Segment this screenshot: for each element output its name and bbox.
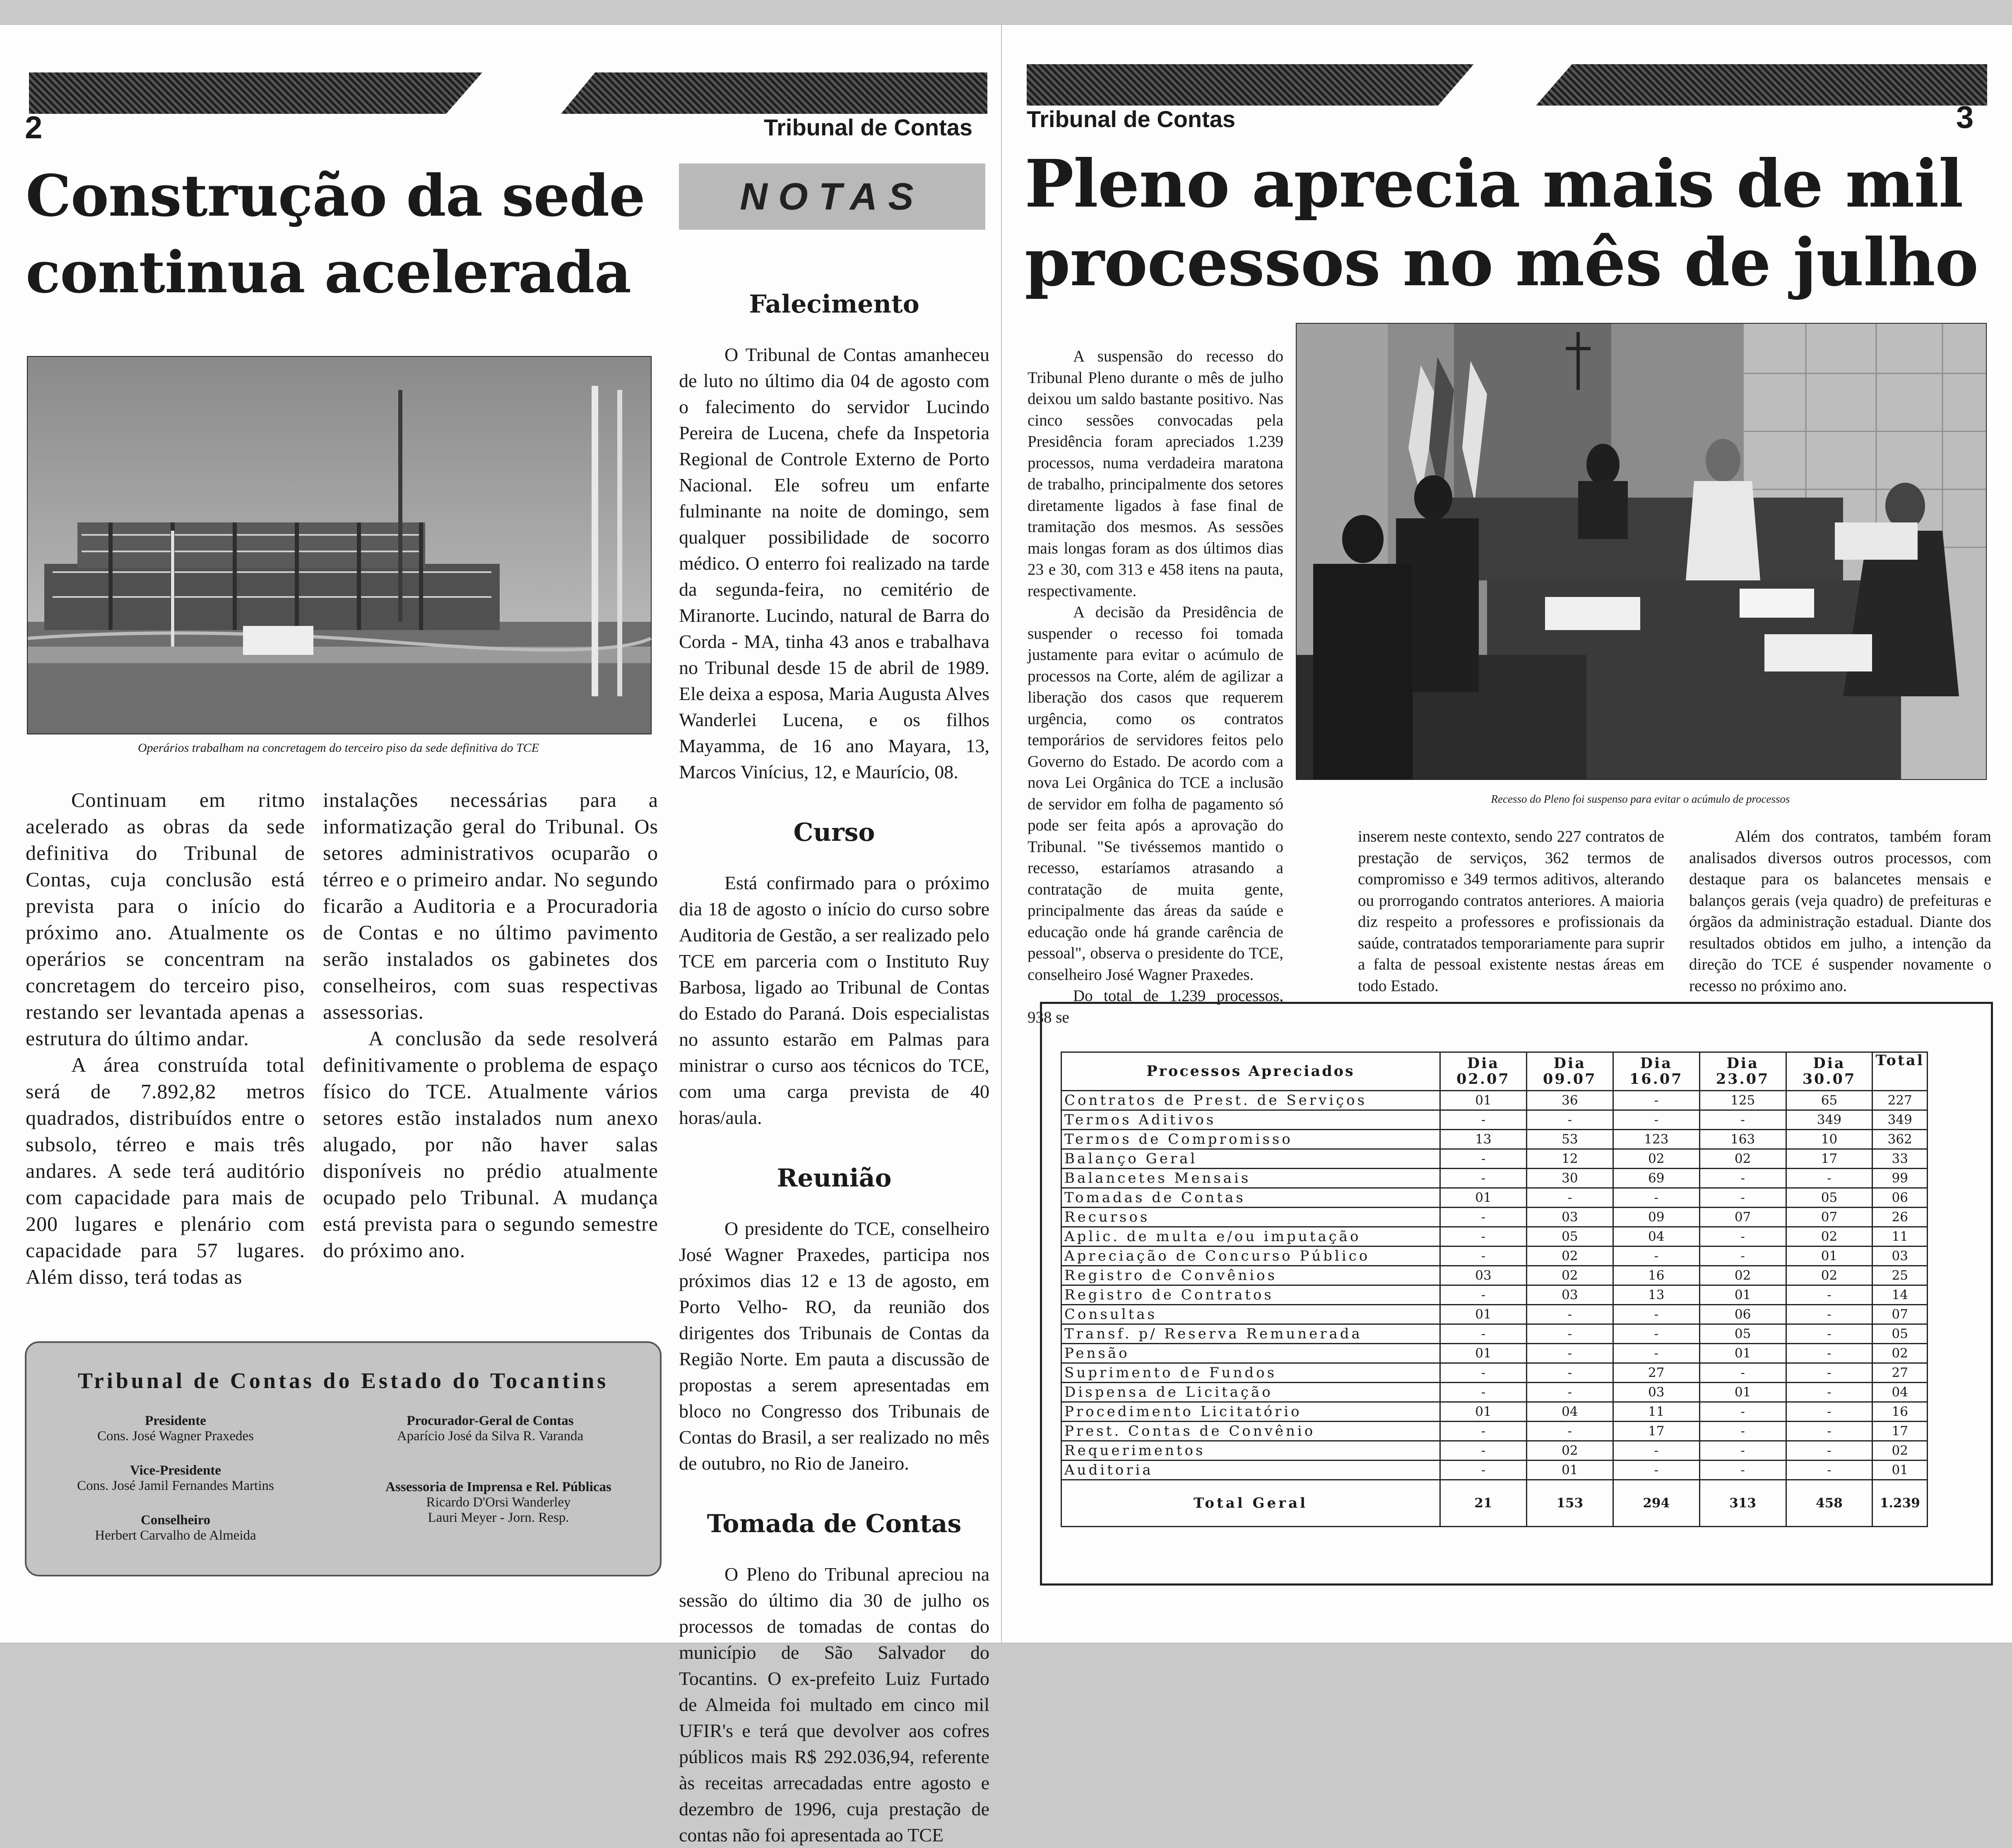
construction-photo-illustration [28, 357, 651, 734]
table-cell-category: Suprimento de Fundos [1061, 1363, 1440, 1383]
table-cell-value: 227 [1872, 1091, 1928, 1110]
header-day: Dia 16.07 [1613, 1052, 1699, 1091]
table-cell-total-value: 458 [1786, 1480, 1872, 1527]
table-cell-total-label: Total Geral [1061, 1480, 1440, 1527]
table-cell-value: 06 [1872, 1188, 1928, 1208]
table-cell-value: 01 [1440, 1305, 1527, 1324]
table-cell-value: - [1786, 1383, 1872, 1402]
table-row [1061, 1091, 1928, 1110]
note-tomada-de-contas [679, 1561, 989, 1848]
table-cell-value: 03 [1440, 1266, 1527, 1285]
article-column-1 [1028, 346, 1283, 1028]
staff-vice-president [51, 1463, 300, 1494]
table-cell-value: - [1613, 1188, 1699, 1208]
table-cell-total-value: 1.239 [1872, 1480, 1928, 1527]
table-cell-value: 69 [1613, 1169, 1699, 1188]
table-row [1061, 1130, 1928, 1149]
table-cell-value: - [1526, 1110, 1613, 1130]
notas-banner [679, 164, 985, 230]
header-day: Dia 23.07 [1699, 1052, 1786, 1091]
table-cell-value: 16 [1872, 1402, 1928, 1422]
table-cell-value: - [1699, 1441, 1786, 1461]
note-title-reuniao: Reunião [777, 1164, 892, 1193]
table-cell-value: 99 [1872, 1169, 1928, 1188]
table-cell-value: 05 [1699, 1324, 1786, 1344]
staff-box [25, 1341, 662, 1576]
notes-column [679, 290, 989, 1848]
table-cell-value: 02 [1699, 1266, 1786, 1285]
table-row [1061, 1461, 1928, 1480]
article-paragraph: A área construída total será de 7.892,82 metros quadrados, distribuídos entre o subsolo, térreo e mais três andares. A sede terá auditório com capacidade para mais de 200 lugares e plenário com capacidade para 57 lugares. Além disso, terá todas as [26, 1053, 305, 1288]
table-cell-value: - [1613, 1461, 1699, 1480]
table-cell-value: 09 [1613, 1208, 1699, 1227]
table-cell-category: Termos Aditivos [1061, 1110, 1440, 1130]
table-cell-value: - [1440, 1149, 1527, 1169]
table-cell-value: 13 [1440, 1130, 1527, 1149]
note-text: O presidente do TCE, conselheiro José Wagner Praxedes, participa nos próximos dias 12 e 13 de agosto, em Porto Velho- RO, da reunião dos dirigentes dos Tribunais de Contas da Região Norte. Em pauta a discussão de propostas a serem apresentadas em bloco no Congresso dos Tribunais de Contas do Brasil, a ser realizado no mês de outubro, no Rio de Janeiro. [679, 1218, 989, 1474]
table-cell-value: 03 [1526, 1285, 1613, 1305]
table-cell-category: Procedimento Licitatório [1061, 1402, 1440, 1422]
header-bar-right [1536, 64, 1987, 106]
table-cell-category: Prest. Contas de Convênio [1061, 1422, 1440, 1441]
table-cell-value: - [1699, 1227, 1786, 1246]
table-cell-value: 04 [1613, 1227, 1699, 1246]
table-cell-value: 125 [1699, 1091, 1786, 1110]
construction-photo-caption: Operários trabalham na concretagem do terceiro piso da sede definitiva do TCE [137, 741, 539, 755]
table-cell-value: 13 [1613, 1285, 1699, 1305]
table-cell-value: - [1440, 1324, 1527, 1344]
table-cell-value: - [1613, 1324, 1699, 1344]
table-cell-value: 123 [1613, 1130, 1699, 1149]
article-paragraph: A conclusão da sede resolverá definitivamente o problema de espaço físico do TCE. Atualmente vários setores estão instalados num anexo alugado, por não haver salas disponíveis no prédio atualmente ocupado pelo Tribunal. A mudança está prevista para o segundo semestre do próximo ano. [323, 1027, 658, 1262]
article-paragraph: Do total de 1.239 processos, 938 se [1028, 987, 1283, 1026]
table-cell-value: 02 [1786, 1227, 1872, 1246]
table-cell-value: 06 [1699, 1305, 1786, 1324]
table-cell-value: - [1613, 1305, 1699, 1324]
table-cell-value: 16 [1613, 1266, 1699, 1285]
table-cell-value: - [1440, 1363, 1527, 1383]
table-cell-value: 01 [1440, 1402, 1527, 1422]
table-cell-value: - [1526, 1188, 1613, 1208]
table-cell-value: 03 [1526, 1208, 1613, 1227]
table-cell-category: Termos de Compromisso [1061, 1130, 1440, 1149]
table-cell-value: 02 [1872, 1344, 1928, 1363]
staff-name: Lauri Meyer - Jorn. Resp. [428, 1510, 569, 1525]
table-row [1061, 1324, 1928, 1344]
page-2 [0, 25, 1002, 1846]
page-number: 2 [25, 110, 43, 145]
table-cell-total-value: 153 [1526, 1480, 1613, 1527]
table-cell-value: 27 [1613, 1363, 1699, 1383]
table-cell-value: - [1440, 1208, 1527, 1227]
table-cell-value: 04 [1872, 1383, 1928, 1402]
main-headline [26, 157, 645, 310]
table-cell-value: - [1699, 1169, 1786, 1188]
table-cell-value: 01 [1440, 1188, 1527, 1208]
table-row [1061, 1246, 1928, 1266]
table-cell-category: Balanço Geral [1061, 1149, 1440, 1169]
table-cell-value: - [1526, 1363, 1613, 1383]
table-cell-value: 163 [1699, 1130, 1786, 1149]
table-cell-value: 02 [1526, 1441, 1613, 1461]
table-cell-value: 01 [1699, 1383, 1786, 1402]
table-cell-value: 25 [1872, 1266, 1928, 1285]
header-total: Total [1872, 1052, 1928, 1091]
table-cell-category: Apreciação de Concurso Público [1061, 1246, 1440, 1266]
headline-line-2: continua acelerada [26, 238, 631, 306]
table-cell-value: - [1786, 1305, 1872, 1324]
header-day: Dia 09.07 [1526, 1052, 1613, 1091]
table-cell-value: - [1699, 1461, 1786, 1480]
plenary-photo-caption: Recesso do Pleno foi suspenso para evitar o acúmulo de processos [1491, 793, 1790, 805]
header-bar-left [1027, 64, 1474, 106]
article-paragraph: Continuam em ritmo acelerado as obras da sede definitiva do Tribunal de Contas, cuja conclusão está prevista para o início do próximo ano. Atualmente os operários se concentram na concretagem do terceiro piso, restando ser levantada apenas a estrutura do último andar. [26, 788, 305, 1050]
staff-assessoria [366, 1480, 631, 1526]
table-cell-value: - [1786, 1441, 1872, 1461]
table-cell-value: 17 [1786, 1149, 1872, 1169]
table-cell-value: 30 [1526, 1169, 1613, 1188]
table-row [1061, 1422, 1928, 1441]
table-row [1061, 1285, 1928, 1305]
table-cell-category: Registro de Convênios [1061, 1266, 1440, 1285]
table-cell-value: 362 [1872, 1130, 1928, 1149]
table-cell-value: 11 [1613, 1402, 1699, 1422]
article-column-2 [323, 787, 658, 1263]
plenary-session-photo [1296, 323, 1987, 780]
note-text: O Pleno do Tribunal apreciou na sessão do último dia 30 de julho os processos de tomadas de contas do município de São Salvador do Tocantins. O ex-prefeito Luiz Furtado de Almeida foi multado em cinco mil UFIR's e terá que devolver aos cofres públicos mais R$ 292.036,94, referente às receitas arrecadadas entre agosto e dezembro de 1996, cuja prestação de contas não foi apresentada ao TCE [679, 1564, 989, 1846]
plenary-session-illustration [1297, 324, 1986, 779]
table-cell-value: - [1526, 1324, 1613, 1344]
table-cell-value: - [1786, 1363, 1872, 1383]
table-cell-value: 349 [1786, 1110, 1872, 1130]
table-cell-value: 11 [1872, 1227, 1928, 1246]
table-cell-category: Transf. p/ Reserva Remunerada [1061, 1324, 1440, 1344]
table-row [1061, 1188, 1928, 1208]
staff-role: Conselheiro [140, 1513, 211, 1528]
table-cell-value: 01 [1699, 1285, 1786, 1305]
staff-name: Aparício José da Silva R. Varanda [397, 1429, 584, 1444]
staff-role: Assessoria de Imprensa e Rel. Públicas [385, 1480, 611, 1494]
table-header-row [1061, 1052, 1928, 1091]
table-cell-value: 02 [1526, 1266, 1613, 1285]
table-cell-value: - [1440, 1285, 1527, 1305]
table-cell-value: 02 [1526, 1246, 1613, 1266]
staff-role: Procurador-Geral de Contas [407, 1413, 574, 1428]
table-cell-value: - [1440, 1169, 1527, 1188]
page-3 [1002, 25, 2012, 1643]
header-day: Dia 02.07 [1440, 1052, 1527, 1091]
table-cell-value: - [1440, 1383, 1527, 1402]
table-cell-value: - [1786, 1461, 1872, 1480]
table-cell-value: - [1526, 1344, 1613, 1363]
table-cell-value: - [1440, 1461, 1527, 1480]
staff-conselheiro [68, 1513, 283, 1543]
table-row [1061, 1110, 1928, 1130]
table-row [1061, 1363, 1928, 1383]
table-row [1061, 1227, 1928, 1246]
table-cell-value: 01 [1526, 1461, 1613, 1480]
table-cell-value: 03 [1872, 1246, 1928, 1266]
table-total-row [1061, 1480, 1928, 1527]
article-paragraph: A suspensão do recesso do Tribunal Pleno durante o mês de julho deixou um saldo bastante positivo. Nas cinco sessões convocadas pela Presidência foram apreciados 1.239 processos, numa verdadeira maratona de trabalho, principalmente dos setores diretamente ligados à fase final de tramitação dos mesmos. As sessões mais longas foram as dos últimos dias 23 e 30, com 313 e 458 itens na pauta, respectivamente. [1028, 347, 1283, 600]
table-cell-total-value: 21 [1440, 1480, 1527, 1527]
table-row [1061, 1383, 1928, 1402]
table-row [1061, 1169, 1928, 1188]
table-cell-value: - [1440, 1441, 1527, 1461]
table-cell-value: 07 [1872, 1305, 1928, 1324]
table-cell-value: - [1786, 1285, 1872, 1305]
table-cell-category: Aplic. de multa e/ou imputação [1061, 1227, 1440, 1246]
table-cell-category: Dispensa de Licitação [1061, 1383, 1440, 1402]
table-cell-value: 65 [1786, 1091, 1872, 1110]
staff-procurador [366, 1413, 614, 1444]
staff-name: Cons. José Wagner Praxedes [97, 1429, 254, 1444]
table-cell-value: - [1699, 1422, 1786, 1441]
table-cell-total-value: 313 [1699, 1480, 1786, 1527]
table-cell-category: Contratos de Prest. de Serviços [1061, 1091, 1440, 1110]
staff-name: Cons. José Jamil Fernandes Martins [77, 1478, 274, 1493]
table-cell-value: - [1699, 1110, 1786, 1130]
table-cell-value: - [1613, 1110, 1699, 1130]
table-cell-category: Balancetes Mensais [1061, 1169, 1440, 1188]
staff-name: Herbert Carvalho de Almeida [95, 1528, 256, 1543]
article-column-2 [1358, 826, 1664, 996]
table-cell-value: 02 [1786, 1266, 1872, 1285]
staff-role: Vice-Presidente [130, 1463, 221, 1478]
table-cell-value: - [1786, 1344, 1872, 1363]
table-cell-value: 10 [1786, 1130, 1872, 1149]
table-cell-value: - [1699, 1402, 1786, 1422]
processes-table [1061, 1052, 1928, 1527]
table-cell-value: - [1786, 1422, 1872, 1441]
table-cell-category: Registro de Contratos [1061, 1285, 1440, 1305]
table-cell-value: - [1526, 1422, 1613, 1441]
note-reuniao [679, 1215, 989, 1476]
table-cell-value: 02 [1613, 1149, 1699, 1169]
table-row [1061, 1344, 1928, 1363]
table-cell-value: - [1526, 1305, 1613, 1324]
table-cell-value: 05 [1526, 1227, 1613, 1246]
article-column-3 [1689, 826, 1991, 996]
running-head: Tribunal de Contas [1027, 106, 1236, 132]
table-cell-value: 01 [1440, 1344, 1527, 1363]
note-text: O Tribunal de Contas amanheceu de luto no último dia 04 de agosto com o falecimento do servidor Lucindo Pereira de Lucena, chefe da Inspetoria Regional de Controle Externo de Porto Nacional. Ele sofreu um enfarte fulminante na noite de domingo, sem qualquer possibilidade de socorro médico. O enterro foi realizado na tarde da segunda-feira, no cemitério de Miranorte. Lucindo, natural de Barra do Corda - MA, tinha 43 anos e trabalhava no Tribunal desde 15 de abril de 1989. Ele deixa a esposa, Maria Augusta Alves Wanderlei Lucena, e os filhos Mayamma, de 16 ano Mayara, 13, Marcos Vinícius, 12, e Maurício, 08. [679, 344, 989, 782]
running-head: Tribunal de Contas [764, 114, 973, 140]
table-cell-value: - [1786, 1402, 1872, 1422]
staff-role: Presidente [145, 1413, 206, 1428]
article-paragraph: A decisão da Presidência de suspender o recesso foi tomada justamente para evitar o acúmulo de processos na Corte, além de agilizar a liberação dos casos que requerem urgência, como os contratos temporários de servidores feitos pelo Governo do Estado. De acordo com a nova Lei Orgânica do TCE a inclusão de servidor em folha de pagamento só pode ser feita após a aprovação do Tribunal. "Se tivéssemos mantido o recesso, estaríamos atrasando a contratação de muita gente, principalmente das áreas da saúde e educação onde há grande carência de pessoal", observa o presidente do TCE, conselheiro José Wagner Praxedes. [1028, 603, 1283, 984]
table-cell-value: - [1699, 1188, 1786, 1208]
main-headline [1025, 145, 1978, 302]
note-falecimento [679, 342, 989, 785]
table-cell-value: - [1440, 1422, 1527, 1441]
table-cell-value: - [1699, 1363, 1786, 1383]
table-cell-value: - [1613, 1246, 1699, 1266]
page-number: 3 [1956, 100, 1974, 135]
table-cell-value: 01 [1786, 1246, 1872, 1266]
table-cell-value: 36 [1526, 1091, 1613, 1110]
headline-line-1: Pleno aprecia mais de mil [1025, 146, 1963, 222]
note-title-curso: Curso [793, 818, 875, 847]
table-cell-value: - [1526, 1383, 1613, 1402]
table-cell-value: 07 [1699, 1208, 1786, 1227]
note-title-falecimento: Falecimento [749, 290, 919, 319]
table-cell-value: - [1613, 1091, 1699, 1110]
table-row [1061, 1402, 1928, 1422]
article-column-1 [26, 787, 305, 1290]
headline-line-1: Construção da sede [26, 162, 645, 229]
table-cell-value: 02 [1699, 1149, 1786, 1169]
table-row [1061, 1441, 1928, 1461]
table-cell-value: - [1440, 1227, 1527, 1246]
table-body [1061, 1091, 1928, 1527]
table-cell-value: 17 [1613, 1422, 1699, 1441]
table-cell-value: 01 [1872, 1461, 1928, 1480]
staff-president [76, 1413, 275, 1444]
table-cell-category: Pensão [1061, 1344, 1440, 1363]
table-cell-value: - [1440, 1110, 1527, 1130]
table-cell-value: 04 [1526, 1402, 1613, 1422]
table-cell-value: 349 [1872, 1110, 1928, 1130]
table-cell-value: 07 [1786, 1208, 1872, 1227]
table-cell-value: - [1699, 1246, 1786, 1266]
table-cell-value: - [1440, 1246, 1527, 1266]
table-cell-value: - [1613, 1441, 1699, 1461]
table-cell-value: - [1786, 1169, 1872, 1188]
table-cell-value: 14 [1872, 1285, 1928, 1305]
table-cell-value: 12 [1526, 1149, 1613, 1169]
headline-line-2: processos no mês de julho [1025, 224, 1978, 301]
article-paragraph: inserem neste contexto, sendo 227 contratos de prestação de serviços, 362 termos de compromisso e 349 termos aditivos, alterando ou prorrogando contratos anteriores. A maioria diz respeito a professores e profissionais da saúde, contratados temporariamente para suprir a falta de pessoal existente nestas áreas em todo Estado. [1358, 828, 1664, 995]
header-bar-left [29, 72, 482, 114]
construction-photo [27, 356, 652, 734]
table-cell-value: 17 [1872, 1422, 1928, 1441]
table-row [1061, 1208, 1928, 1227]
table-cell-value: 27 [1872, 1363, 1928, 1383]
note-curso [679, 870, 989, 1131]
staff-box-title: Tribunal de Contas do Estado do Tocantins [77, 1368, 609, 1393]
table-cell-category: Tomadas de Contas [1061, 1188, 1440, 1208]
table-row [1061, 1149, 1928, 1169]
table-cell-value: 03 [1613, 1383, 1699, 1402]
note-text: Está confirmado para o próximo dia 18 de agosto o início do curso sobre Auditoria de Gestão, a ser realizado pelo TCE em parceria com o Instituto Ruy Barbosa, ligado ao Tribunal de Contas do Estado do Paraná. Dois especialistas no assunto estarão em Palmas para ministrar o curso aos técnicos do TCE, com uma carga prevista de 40 horas/aula. [679, 872, 989, 1128]
table-cell-category: Recursos [1061, 1208, 1440, 1227]
table-cell-value: 33 [1872, 1149, 1928, 1169]
table-cell-category: Auditoria [1061, 1461, 1440, 1480]
article-paragraph: instalações necessárias para a informatização geral do Tribunal. Os setores administrativos ocuparão o térreo e o primeiro andar. No segundo ficarão a Auditoria e a Procuradoria de Contas e no último pavimento serão instalados os gabinetes dos conselheiros, com suas respectivas assessorias. [323, 788, 658, 1023]
note-title-tomada-de-contas: Tomada de Contas [707, 1509, 962, 1538]
table-cell-total-value: 294 [1613, 1480, 1699, 1527]
table-cell-value: 01 [1699, 1344, 1786, 1363]
table-cell-category: Requerimentos [1061, 1441, 1440, 1461]
article-paragraph: Além dos contratos, também foram analisados diversos outros processos, com destaque para os balancetes mensais e balanços gerais (veja quadro) de prefeituras e órgãos da administração estadual. Diante dos resultados obtidos em julho, a intenção da direção do TCE é suspender novamente o recesso no próximo ano. [1689, 828, 1991, 995]
table-cell-value: 53 [1526, 1130, 1613, 1149]
header-processos-apreciados: Processos Apreciados [1061, 1052, 1440, 1091]
staff-name: Ricardo D'Orsi Wanderley [426, 1495, 571, 1510]
header-day: Dia 30.07 [1786, 1052, 1872, 1091]
table-row [1061, 1266, 1928, 1285]
table-cell-value: - [1613, 1344, 1699, 1363]
table-row [1061, 1305, 1928, 1324]
table-cell-value: 05 [1786, 1188, 1872, 1208]
table-cell-value: 02 [1872, 1441, 1928, 1461]
table-cell-value: 01 [1440, 1091, 1527, 1110]
table-cell-value: 26 [1872, 1208, 1928, 1227]
table-cell-value: - [1786, 1324, 1872, 1344]
table-cell-value: 05 [1872, 1324, 1928, 1344]
header-bar-right [561, 72, 987, 114]
table-cell-category: Consultas [1061, 1305, 1440, 1324]
notas-label: NOTAS [740, 175, 924, 218]
